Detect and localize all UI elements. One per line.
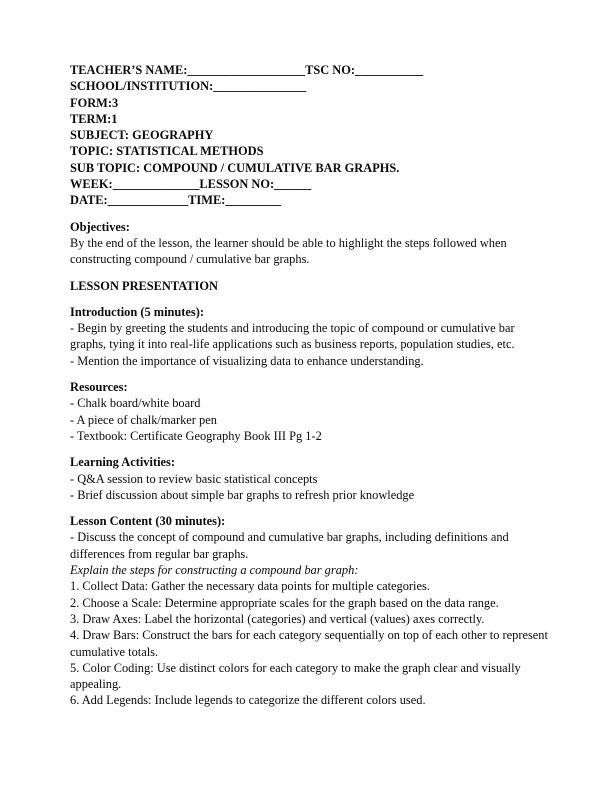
lesson-content-step: 2. Choose a Scale: Determine appropriate scales for the graph based on the data range. xyxy=(70,595,499,610)
lesson-content-section xyxy=(70,513,552,709)
resources-heading: Resources: xyxy=(70,380,128,395)
learning-activities-item: - Brief discussion about simple bar graphs to refresh prior knowledge xyxy=(70,487,415,502)
learning-activities-heading: Learning Activities: xyxy=(70,455,175,470)
introduction-item: - Mention the importance of visualizing data to enhance understanding. xyxy=(70,353,424,368)
lesson-plan-header xyxy=(70,62,552,209)
introduction-item: - Begin by greeting the students and introducing the topic of compound or cumulative bar graphs, tying it into real-life applications such as business reports, population studies, etc. xyxy=(70,321,515,352)
resources-section xyxy=(70,379,552,444)
document-content xyxy=(70,62,552,719)
lesson-content-step: 1. Collect Data: Gather the necessary data points for multiple categories. xyxy=(70,579,430,594)
introduction-heading: Introduction (5 minutes): xyxy=(70,304,205,319)
week-lesson-no-line: WEEK:______________LESSON NO:______ xyxy=(70,177,312,192)
objectives-body: By the end of the lesson, the learner should be able to highlight the steps followed when constructing compound / cumulative bar graphs. xyxy=(70,235,507,267)
resources-item: - A piece of chalk/marker pen xyxy=(70,412,217,427)
lesson-content-step: 6. Add Legends: Include legends to categorize the different colors used. xyxy=(70,693,426,708)
form-line: FORM:3 xyxy=(70,95,119,110)
lesson-content-step: 4. Draw Bars: Construct the bars for each category sequentially on top of each other to represent cumulative totals. xyxy=(70,628,548,659)
topic-line: TOPIC: STATISTICAL METHODS xyxy=(70,144,264,159)
lesson-content-italic-line: Explain the steps for constructing a compound bar graph: xyxy=(70,563,359,578)
sub-topic-line: SUB TOPIC: COMPOUND / CUMULATIVE BAR GRAPHS. xyxy=(70,160,400,175)
lesson-presentation-heading: LESSON PRESENTATION xyxy=(70,278,218,293)
objectives-heading: Objectives: xyxy=(70,219,130,234)
school-institution-line: SCHOOL/INSTITUTION:_______________ xyxy=(70,79,307,94)
learning-activities-section xyxy=(70,454,552,503)
date-time-line: DATE:_____________TIME:_________ xyxy=(70,193,282,208)
resources-item: - Textbook: Certificate Geography Book III Pg 1-2 xyxy=(70,428,322,443)
resources-item: - Chalk board/white board xyxy=(70,396,201,411)
learning-activities-item: - Q&A session to review basic statistical concepts xyxy=(70,471,318,486)
lesson-content-step: 5. Color Coding: Use distinct colors for each category to make the graph clear and visually appealing. xyxy=(70,660,521,692)
lesson-content-step: 3. Draw Axes: Label the horizontal (categories) and vertical (values) axes correctly. xyxy=(70,611,485,626)
introduction-section xyxy=(70,304,552,369)
lesson-content-heading: Lesson Content (30 minutes): xyxy=(70,514,226,529)
term-line: TERM:1 xyxy=(70,111,118,126)
subject-line: SUBJECT: GEOGRAPHY xyxy=(70,128,214,143)
teacher-name-tsc-line: TEACHER’S NAME:___________________TSC NO:___________ xyxy=(70,63,424,77)
lesson-content-intro-item: - Discuss the concept of compound and cumulative bar graphs, including definitions and differences from regular bar graphs. xyxy=(70,530,509,561)
objectives-section xyxy=(70,219,552,268)
